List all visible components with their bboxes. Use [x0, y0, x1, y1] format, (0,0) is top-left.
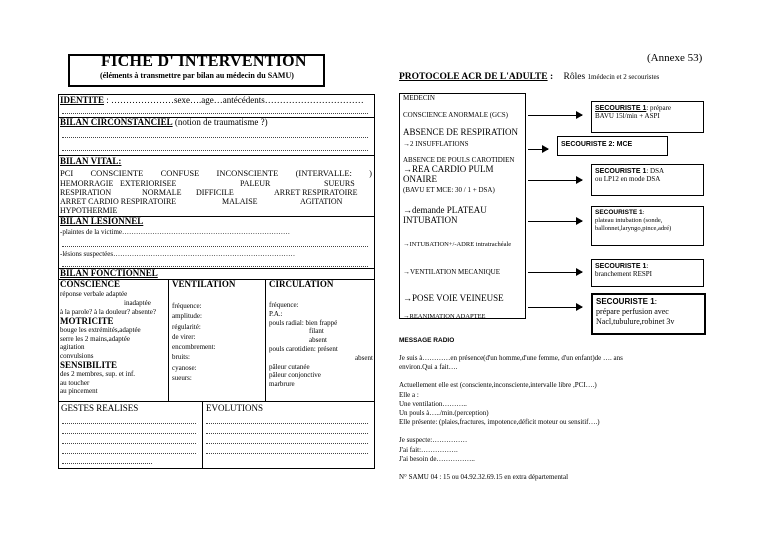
normale-option: NORMALE	[142, 188, 182, 197]
circulation-line: pâleur conjonctive	[269, 371, 321, 380]
lesionnel-dots-2	[62, 266, 368, 267]
sensibilite-title: SENSIBILITE	[60, 360, 118, 370]
lesionnel-label: BILAN LESIONNEL	[60, 216, 144, 226]
arrow-1	[528, 115, 582, 116]
circulation-line: pâleur cutanée	[269, 362, 310, 371]
ventilation-line: cyanose:	[172, 363, 197, 372]
hemorragie-option: HEMORRAGIE	[60, 179, 114, 188]
step-intubation: INTUBATION	[403, 215, 458, 225]
arrow-3	[528, 180, 582, 181]
motricite-line: serre les 2 mains,adaptée	[60, 334, 130, 343]
message-line: N° SAMU 04 : 15 ou 04.92.32.69.15 en extra départemental	[399, 473, 569, 482]
lesionnel-dots-1	[62, 246, 368, 247]
secouriste-text: :	[654, 297, 657, 306]
sueurs-option: SUEURS	[324, 179, 355, 188]
circulation-line: fréquence:	[269, 301, 299, 309]
gestes-col-divider	[202, 401, 203, 469]
secouriste-title: SECOURISTE 2	[561, 141, 613, 148]
evolutions-dots-4	[206, 453, 368, 454]
circulation-line: filant	[309, 327, 324, 336]
circonstanciel-dots-1	[62, 137, 368, 138]
evolutions-dots-3	[206, 443, 368, 444]
medecin-label: MEDECIN	[403, 94, 435, 102]
step-plateau: →demande PLATEAU	[403, 205, 487, 215]
confuse-option: CONFUSE	[160, 168, 200, 178]
conscience-line: inadaptée	[124, 299, 151, 307]
secouriste-title: SECOURISTE 1	[595, 263, 647, 270]
secouriste-box-3	[591, 164, 704, 196]
ventilation-line: amplitude:	[172, 312, 202, 321]
intervalle-close: )	[369, 168, 372, 178]
difficile-option: DIFFICILE	[196, 188, 234, 197]
paleur-option: PALEUR	[240, 179, 271, 188]
gestes-dots-5	[62, 463, 152, 464]
circulation-line: P.A.:	[269, 309, 283, 318]
sensibilite-line: au toucher	[60, 378, 90, 387]
ventilation-line: encombrement:	[172, 343, 216, 352]
ventilation-line: fréquence:	[172, 302, 202, 310]
message-line: Actuellement elle est (consciente,inconsciente,intervalle libre ,PCI….)	[399, 381, 597, 390]
ventilation-list	[172, 301, 216, 383]
inconsciente-option: INCONSCIENTE	[216, 168, 279, 178]
roles-detail: 1médecin et 2 secouristes	[587, 73, 660, 81]
agitation-option: AGITATION	[300, 197, 343, 206]
sensibilite-line: des 2 membres, sup. et inf.	[60, 370, 136, 378]
circulation-line: marbrure	[269, 380, 295, 389]
secouriste-title: SECOURISTE 1	[595, 168, 647, 175]
message-radio-title: MESSAGE RADIO	[399, 337, 455, 344]
fonctionnel-label: BILAN FONCTIONNEL	[60, 268, 158, 278]
secouriste-box-5	[591, 259, 704, 287]
plaintes-line: -plaintes de la victime………………………………………………………………	[60, 228, 291, 236]
motricite-list	[60, 326, 141, 360]
secouriste-title: SECOURISTE 1	[595, 105, 647, 112]
gestes-dots-2	[62, 433, 196, 434]
ventilation-line: bruits:	[172, 353, 190, 362]
circulation-line: absent	[355, 353, 373, 362]
circonstanciel-row	[60, 117, 268, 127]
exteriorisee-option: EXTERIORISEE	[120, 179, 177, 188]
step-reanimation: →REANIMATION ADAPTEE	[403, 313, 486, 319]
message-line: Je suspecte:……………	[399, 436, 468, 445]
conscience-list	[60, 290, 156, 317]
step-rcp: →REA CARDIO PULM	[403, 164, 494, 174]
step-conscience: CONSCIENCE ANORMALE (GCS)	[403, 111, 509, 119]
secouriste-text2: plateau intubation (sonde, ballonnet,laryngo,pince,adré)	[595, 217, 672, 232]
circulation-line: absent	[309, 336, 327, 345]
evolutions-dots-1	[206, 423, 368, 424]
secouriste-text2: BAVU 15l/min + ASPI	[595, 112, 660, 120]
message-radio-body	[399, 354, 623, 482]
step-absence-pouls: ABSENCE DE POULS CAROTIDIEN	[403, 156, 515, 164]
fonctionnel-col-divider-1	[168, 279, 169, 401]
malaise-option: MALAISE	[222, 197, 258, 206]
arrow-2	[528, 149, 548, 150]
secouriste-box-4	[591, 206, 704, 246]
secouriste-text: : DSA	[646, 167, 665, 175]
secouriste-title: SECOURISTE 1	[595, 209, 643, 216]
secouriste-text3: Nacl,tubulure,robinet 3v	[596, 317, 675, 326]
protocole-title: PROTOCOLE ACR DE L'ADULTE	[399, 72, 548, 82]
gestes-dots-3	[62, 443, 196, 444]
message-line: Une ventilation………..	[399, 399, 467, 408]
gestes-dots-4	[62, 453, 196, 454]
secouriste-text2: branchement RESPI	[595, 270, 652, 278]
identite-line: : …………………sexe….age…antécédents……………………………	[106, 95, 364, 105]
arret-respiratoire-option: ARRET RESPIRATOIRE	[274, 188, 358, 197]
motricite-line: bouge les extrémités,adaptée	[60, 326, 141, 334]
circulation-list	[269, 301, 373, 389]
ventilation-line: sueurs:	[172, 374, 192, 383]
message-line: Je suis à…………en présence(d'un homme,d'une femme, d'un enfant)de …. ans	[399, 354, 623, 362]
ventilation-line: de virer:	[172, 332, 196, 341]
lesions-line: -lésions suspectées……………………………………………………………………	[60, 250, 296, 258]
intervalle-option: (INTERVALLE:	[295, 168, 352, 178]
pci-option: PCI	[60, 168, 74, 178]
arrow-4	[528, 221, 582, 222]
secouriste-box-1	[591, 101, 704, 133]
ventilation-line: régularité:	[172, 322, 201, 331]
step-rcp-cont: ONAIRE	[403, 174, 437, 184]
circulation-line: pouls radial: bien frappé	[269, 318, 338, 327]
consciente-option: CONSCIENTE	[90, 168, 144, 178]
secouriste-text2: prépare perfusion avec	[596, 307, 669, 316]
message-line: J'ai fait:…………….	[399, 445, 458, 454]
message-line: Un pouls à…../min.(perception)	[399, 409, 489, 418]
ventilation-title: VENTILATION	[172, 279, 236, 289]
divider-gestes	[58, 401, 375, 402]
message-line: environ.Qui a fait….	[399, 363, 458, 372]
secouriste-title: SECOURISTE 1	[596, 297, 655, 306]
step-ventilation: →VENTILATION MECANIQUE	[403, 268, 501, 276]
step-bavu-mce: (BAVU ET MCE: 30 / 1 + DSA)	[403, 186, 495, 194]
page-title: FICHE D' INTERVENTION	[101, 53, 307, 70]
vital-label: BILAN VITAL:	[60, 156, 122, 166]
step-absence-respiration: ABSENCE DE RESPIRATION	[403, 127, 519, 137]
step-insufflations: →2 INSUFFLATIONS	[403, 140, 469, 148]
evolutions-label: EVOLUTIONS	[206, 403, 263, 413]
identite-dots-2	[62, 113, 368, 114]
conscience-line: réponse verbale adaptée	[60, 290, 128, 298]
protocole-colon: :	[549, 72, 554, 82]
vital-row-1	[60, 168, 372, 178]
circulation-line: pouls carotidien: présent	[269, 344, 338, 353]
hypothermie-option: HYPOTHERMIE	[60, 206, 118, 215]
secouriste-box-2	[557, 136, 668, 156]
protocole-heading	[399, 72, 659, 82]
secouriste-text: : MCE	[612, 141, 633, 148]
gestes-dots-1	[62, 423, 196, 424]
message-line	[399, 427, 623, 436]
secouriste-text: :	[642, 209, 645, 216]
arrow-6	[528, 307, 582, 308]
secouriste-text2: ou LP12 en mode DSA	[595, 175, 661, 183]
page-subtitle: (éléments à transmettre par bilan au médecin du SAMU)	[100, 71, 294, 80]
circonstanciel-dots-2	[62, 150, 368, 151]
secouriste-box-6	[591, 293, 706, 335]
message-line	[399, 464, 623, 473]
gestes-label: GESTES REALISES	[61, 403, 139, 413]
conscience-title: CONSCIENCE	[60, 279, 121, 289]
sensibilite-line: au pincement	[60, 387, 98, 395]
acr-option: ARRET CARDIO RESPIRATOIRE	[60, 197, 177, 206]
identite-label: IDENTITE	[60, 95, 105, 105]
motricite-line: agitation	[60, 343, 85, 351]
conscience-line: à la parole? à la douleur? absente?	[60, 308, 157, 316]
motricite-title: MOTRICITE	[60, 316, 114, 326]
step-intubation-adre: →INTUBATION+/-ADRE intratrachéale	[403, 241, 512, 248]
step-voie-veineuse: →POSE VOIE VEINEUSE	[403, 293, 504, 303]
medecin-content	[403, 93, 525, 319]
message-line: Elle présente: (plaies,fractures, impotence,déficit moteur ou sensitif….)	[399, 418, 600, 427]
arrow-5	[528, 272, 582, 273]
circonstanciel-label: BILAN CIRCONSTANCIEL	[60, 117, 173, 127]
message-line: J'ai besoin de……………..	[399, 454, 475, 463]
circonstanciel-note: (notion de traumatisme ?)	[174, 117, 268, 127]
motricite-line: convulsions	[60, 351, 94, 360]
message-line: Elle a :	[399, 390, 419, 399]
evolutions-dots-2	[206, 433, 368, 434]
fonctionnel-col-divider-2	[265, 279, 266, 401]
vital-row-2	[60, 179, 360, 188]
vital-row-4	[60, 197, 372, 206]
respiration-option: RESPIRATION	[60, 188, 112, 197]
message-line	[399, 372, 623, 381]
vital-row-3	[60, 188, 372, 197]
identite-row	[60, 95, 364, 105]
sensibilite-list	[60, 370, 135, 396]
annexe-label: (Annexe 53)	[647, 52, 703, 64]
roles-label: Rôles	[563, 72, 586, 82]
circulation-title: CIRCULATION	[269, 279, 334, 289]
secouriste-text: :	[646, 262, 649, 270]
secouriste-text: : prépare	[646, 104, 672, 112]
